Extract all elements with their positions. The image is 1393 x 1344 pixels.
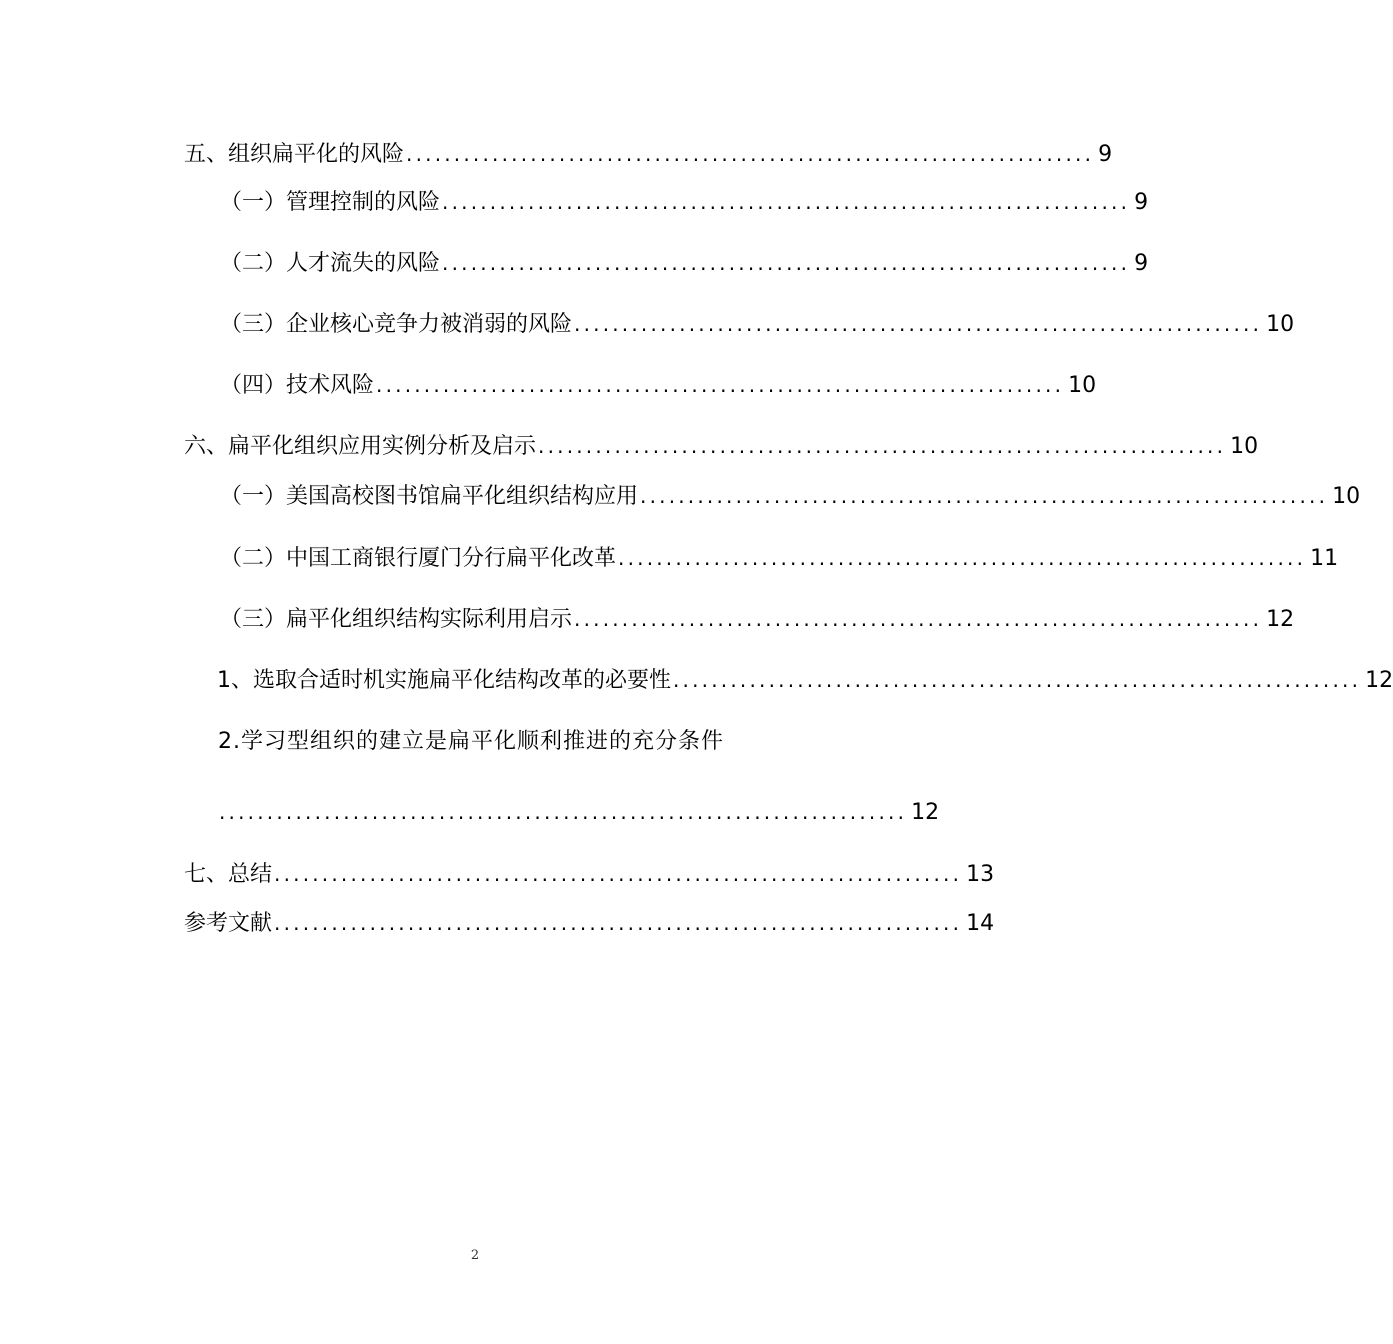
toc-entry[interactable] bbox=[220, 540, 1339, 576]
toc-entry[interactable] bbox=[184, 136, 1113, 172]
toc-entry[interactable] bbox=[217, 794, 940, 830]
toc-entry[interactable] bbox=[220, 245, 1149, 281]
toc-entry[interactable] bbox=[217, 662, 1393, 698]
toc-entry-title: （二）人才流失的风险 bbox=[220, 251, 441, 276]
toc-entry-page: 9 bbox=[1134, 251, 1149, 276]
toc-leader-dots: ........................................................................ bbox=[574, 607, 1263, 631]
toc-entry-page: 12 bbox=[1266, 607, 1295, 632]
toc-entry-title-wrapped[interactable]: 2.学习型组织的建立是扁平化顺利推进的充分条件 bbox=[218, 729, 724, 754]
toc-leader-dots: ........................................................................ bbox=[406, 142, 1095, 166]
toc-entry-title: （三）扁平化组织结构实际利用启示 bbox=[220, 607, 573, 632]
toc-entry-page: 10 bbox=[1068, 373, 1097, 398]
toc-leader-dots: ........................................................................ bbox=[376, 373, 1065, 397]
toc-entry-page: 14 bbox=[966, 911, 995, 936]
toc-entry-title: （一）美国高校图书馆扁平化组织结构应用 bbox=[220, 484, 639, 509]
toc-entry-title: 1、选取合适时机实施扁平化结构改革的必要性 bbox=[217, 668, 671, 693]
toc-entry-title: （二）中国工商银行厦门分行扁平化改革 bbox=[220, 546, 617, 571]
toc-leader-dots: ........................................................................ bbox=[442, 251, 1131, 275]
toc-leader-dots: ........................................................................ bbox=[274, 862, 963, 886]
toc-leader-dots: ........................................................................ bbox=[640, 484, 1329, 508]
toc-entry-page: 12 bbox=[1365, 668, 1393, 693]
toc-entry-page: 9 bbox=[1134, 190, 1149, 215]
toc-leader-dots: ........................................................................ bbox=[618, 546, 1307, 570]
toc-entry-page: 10 bbox=[1266, 312, 1295, 337]
toc-entry[interactable] bbox=[184, 428, 1259, 464]
toc-entry-title: 七、总结 bbox=[184, 862, 273, 887]
toc-leader-dots: ........................................................................ bbox=[442, 190, 1131, 214]
page-number: 2 bbox=[470, 1248, 480, 1263]
toc-entry-page: 9 bbox=[1098, 142, 1113, 167]
toc-leader-dots: ........................................................................ bbox=[538, 434, 1227, 458]
toc-entry-page: 10 bbox=[1332, 484, 1361, 509]
toc-entry[interactable] bbox=[220, 184, 1149, 220]
toc-entry[interactable] bbox=[220, 478, 1361, 514]
toc-entry-page: 10 bbox=[1230, 434, 1259, 459]
toc-entry-page: 11 bbox=[1310, 546, 1339, 571]
toc-leader-dots: ........................................................................ bbox=[219, 800, 908, 824]
toc-leader-dots: ........................................................................ bbox=[274, 911, 963, 935]
toc-entry-page: 13 bbox=[966, 862, 995, 887]
toc-entry-title: 参考文献 bbox=[184, 911, 273, 936]
toc-entry[interactable] bbox=[184, 856, 995, 892]
toc-entry-page: 12 bbox=[911, 800, 940, 825]
toc-entry[interactable] bbox=[220, 601, 1295, 637]
toc-leader-dots: ........................................................................ bbox=[673, 668, 1362, 692]
toc-entry-title: 六、扁平化组织应用实例分析及启示 bbox=[184, 434, 537, 459]
toc-leader-dots: ........................................................................ bbox=[574, 312, 1263, 336]
toc-entry-title: 五、组织扁平化的风险 bbox=[184, 142, 405, 167]
toc-entry[interactable] bbox=[184, 905, 995, 941]
toc-entry-title: （四）技术风险 bbox=[220, 373, 375, 398]
toc-entry-title: （一）管理控制的风险 bbox=[220, 190, 441, 215]
toc-entry-title: （三）企业核心竞争力被消弱的风险 bbox=[220, 312, 573, 337]
toc-entry[interactable] bbox=[220, 306, 1295, 342]
toc-entry[interactable] bbox=[220, 367, 1097, 403]
